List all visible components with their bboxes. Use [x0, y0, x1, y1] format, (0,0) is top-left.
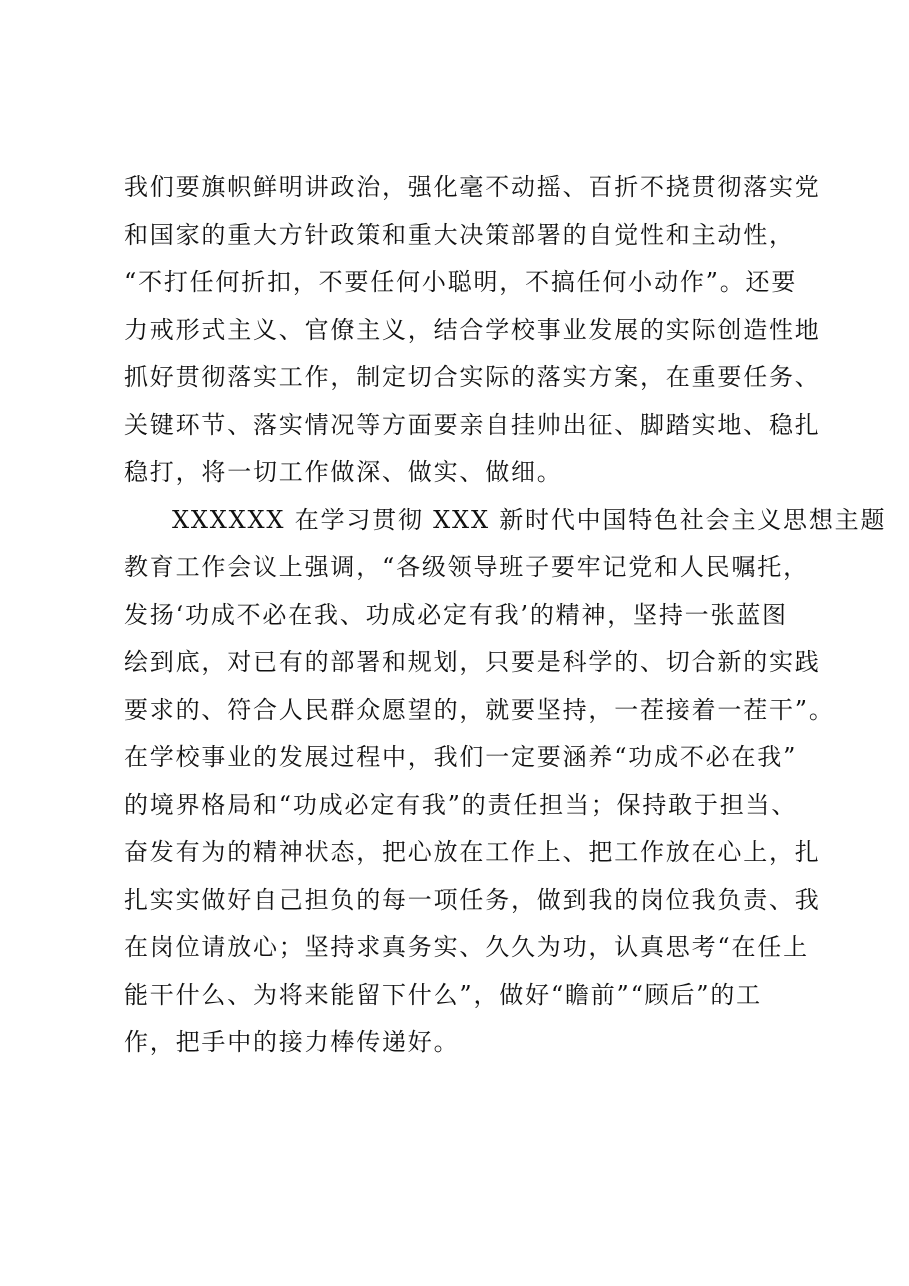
paragraph-line: 力戒形式主义、官僚主义，结合学校事业发展的实际创造性地 [124, 315, 821, 344]
paragraph-line: 绘到底，对已有的部署和规划，只要是科学的、切合新的实践 [124, 648, 821, 676]
document-body [124, 164, 887, 1067]
paragraph-line: 抓好贯彻落实工作，制定切合实际的落实方案，在重要任务、 [124, 363, 821, 391]
paragraph-1 [124, 164, 821, 497]
paragraph-line: 作，把手中的接力棒传递好。 [124, 1028, 460, 1056]
paragraph-line: 奋发有为的精神状态，把心放在工作上、把工作放在心上，扎 [124, 838, 821, 866]
paragraph-line: 的境界格局和“功成必定有我”的责任担当；保持敢于担当、 [124, 790, 798, 819]
paragraph-line: 关键环节、落实情况等方面要亲自挂帅出征、脚踏实地、稳扎 [124, 410, 821, 439]
paragraph-line: “不打任何折扣，不要任何小聪明，不搞任何小动作”。还要 [124, 268, 798, 296]
paragraph-line: 我们要旗帜鲜明讲政治，强化毫不动摇、百折不挠贯彻落实党 [124, 173, 821, 201]
paragraph-2 [124, 497, 887, 1067]
paragraph-first-line: XXXXXX 在学习贯彻 XXX 新时代中国特色社会主义思想主题 [172, 505, 887, 534]
paragraph-line: 在岗位请放心；坚持求真务实、久久为功，认真思考“在任上 [124, 933, 809, 961]
paragraph-line: 扎实实做好自己担负的每一项任务，做到我的岗位我负责、我 [124, 885, 821, 914]
paragraph-line: 在学校事业的发展过程中，我们一定要涵养“功成不必在我” [124, 743, 798, 771]
paragraph-line: 发扬‘功成不必在我、功成必定有我’的精神，坚持一张蓝图 [124, 600, 788, 629]
paragraph-line: 稳打，将一切工作做深、做实、做细。 [124, 458, 563, 486]
paragraph-line: 教育工作会议上强调，“各级领导班子要牢记党和人民嘱托， [124, 553, 809, 581]
paragraph-line: 要求的、符合人民群众愿望的，就要坚持，一茬接着一茬干”。 [124, 695, 835, 724]
paragraph-line: 和国家的重大方针政策和重大决策部署的自觉性和主动性， [124, 220, 795, 249]
paragraph-line: 能干什么、为将来能留下什么”，做好“瞻前”“顾后”的工 [124, 980, 762, 1009]
